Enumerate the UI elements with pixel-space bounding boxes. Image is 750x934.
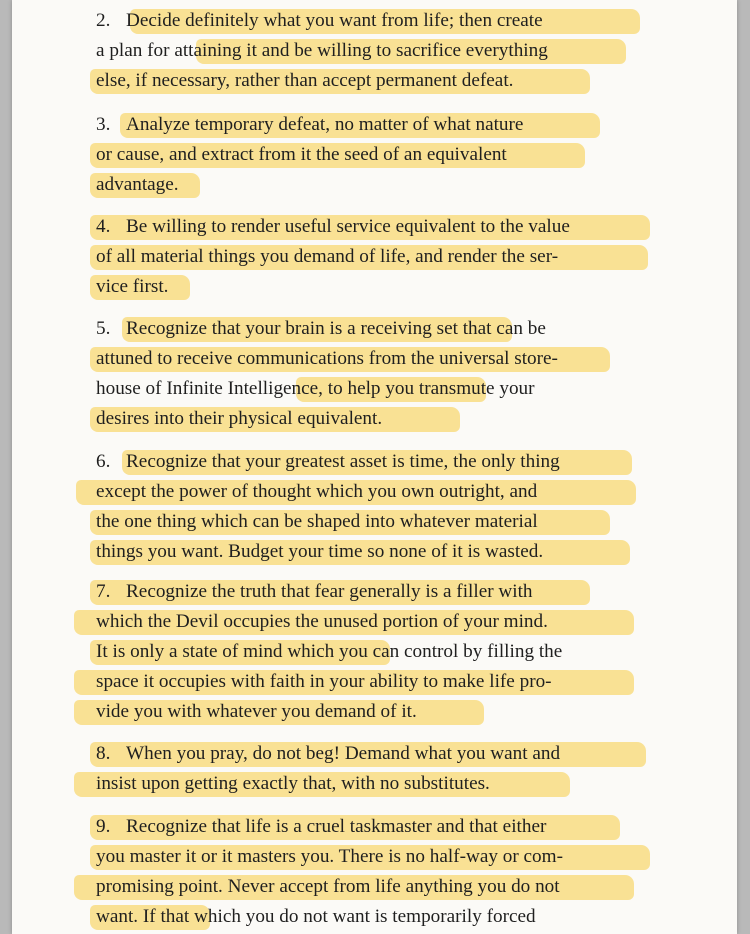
item-line bbox=[96, 739, 656, 769]
item-line bbox=[96, 6, 656, 36]
item-number: 7. bbox=[96, 581, 111, 602]
item-line bbox=[96, 902, 656, 932]
item-number: 9. bbox=[96, 816, 111, 837]
item-line bbox=[96, 812, 656, 842]
item-text: It is only a state of mind which you can control by filling the bbox=[96, 641, 563, 662]
item-text: Be willing to render useful service equivalent to the value bbox=[126, 216, 570, 237]
list-item-9 bbox=[96, 812, 656, 932]
book-page bbox=[12, 0, 737, 934]
list-item-7 bbox=[96, 577, 656, 727]
item-number: 3. bbox=[96, 114, 111, 135]
item-line bbox=[96, 66, 656, 96]
item-line bbox=[96, 447, 656, 477]
item-text: advantage. bbox=[96, 174, 179, 195]
item-line bbox=[96, 872, 656, 902]
item-text: Decide definitely what you want from life; then create bbox=[126, 10, 543, 31]
item-line bbox=[96, 769, 656, 799]
item-text: vice first. bbox=[96, 276, 169, 297]
item-line bbox=[96, 344, 656, 374]
list-item-4 bbox=[96, 212, 656, 302]
item-text: vide you with whatever you demand of it. bbox=[96, 701, 417, 722]
item-text: When you pray, do not beg! Demand what you want and bbox=[126, 743, 561, 764]
item-text: a plan for attaining it and be willing to sacrifice everything bbox=[96, 40, 548, 61]
item-line bbox=[96, 314, 656, 344]
item-line bbox=[96, 477, 656, 507]
item-number: 5. bbox=[96, 318, 111, 339]
item-text: promising point. Never accept from life anything you do not bbox=[96, 876, 560, 897]
list-item-3 bbox=[96, 110, 656, 200]
item-line bbox=[96, 140, 656, 170]
item-line bbox=[96, 170, 656, 200]
item-text: want. If that which you do not want is temporarily forced bbox=[96, 906, 536, 927]
item-line bbox=[96, 697, 656, 727]
item-text: Analyze temporary defeat, no matter of what nature bbox=[126, 114, 524, 135]
item-text: insist upon getting exactly that, with no substitutes. bbox=[96, 773, 490, 794]
item-text: house of Infinite Intelligence, to help you transmute your bbox=[96, 378, 535, 399]
item-text: Recognize that your greatest asset is time, the only thing bbox=[126, 451, 560, 472]
item-line bbox=[96, 577, 656, 607]
list-item-2 bbox=[96, 6, 656, 96]
list-item-6 bbox=[96, 447, 656, 567]
item-line bbox=[96, 36, 656, 66]
item-line bbox=[96, 607, 656, 637]
item-text: Recognize that life is a cruel taskmaster and that either bbox=[126, 816, 547, 837]
item-line bbox=[96, 637, 656, 667]
item-text: the one thing which can be shaped into whatever material bbox=[96, 511, 538, 532]
item-text: things you want. Budget your time so none of it is wasted. bbox=[96, 541, 544, 562]
item-text: desires into their physical equivalent. bbox=[96, 408, 383, 429]
item-line bbox=[96, 242, 656, 272]
item-text: Recognize that your brain is a receiving set that can be bbox=[126, 318, 546, 339]
item-line bbox=[96, 110, 656, 140]
item-number: 6. bbox=[96, 451, 111, 472]
list-item-5 bbox=[96, 314, 656, 434]
item-text: you master it or it masters you. There is no half-way or com- bbox=[96, 846, 563, 867]
item-text: of all material things you demand of life, and render the ser- bbox=[96, 246, 559, 267]
item-text: space it occupies with faith in your ability to make life pro- bbox=[96, 671, 552, 692]
item-text: attuned to receive communications from the universal store- bbox=[96, 348, 558, 369]
item-line bbox=[96, 842, 656, 872]
item-line bbox=[96, 404, 656, 434]
item-number: 2. bbox=[96, 10, 111, 31]
item-number: 8. bbox=[96, 743, 111, 764]
item-text: or cause, and extract from it the seed of an equivalent bbox=[96, 144, 507, 165]
item-text: else, if necessary, rather than accept permanent defeat. bbox=[96, 70, 514, 91]
item-line bbox=[96, 667, 656, 697]
item-line bbox=[96, 212, 656, 242]
list-item-8 bbox=[96, 739, 656, 799]
item-line bbox=[96, 272, 656, 302]
item-text: except the power of thought which you own outright, and bbox=[96, 481, 538, 502]
item-number: 4. bbox=[96, 216, 111, 237]
item-line bbox=[96, 374, 656, 404]
item-line bbox=[96, 507, 656, 537]
item-text: Recognize the truth that fear generally is a filler with bbox=[126, 581, 533, 602]
item-text: which the Devil occupies the unused portion of your mind. bbox=[96, 611, 548, 632]
item-line bbox=[96, 537, 656, 567]
